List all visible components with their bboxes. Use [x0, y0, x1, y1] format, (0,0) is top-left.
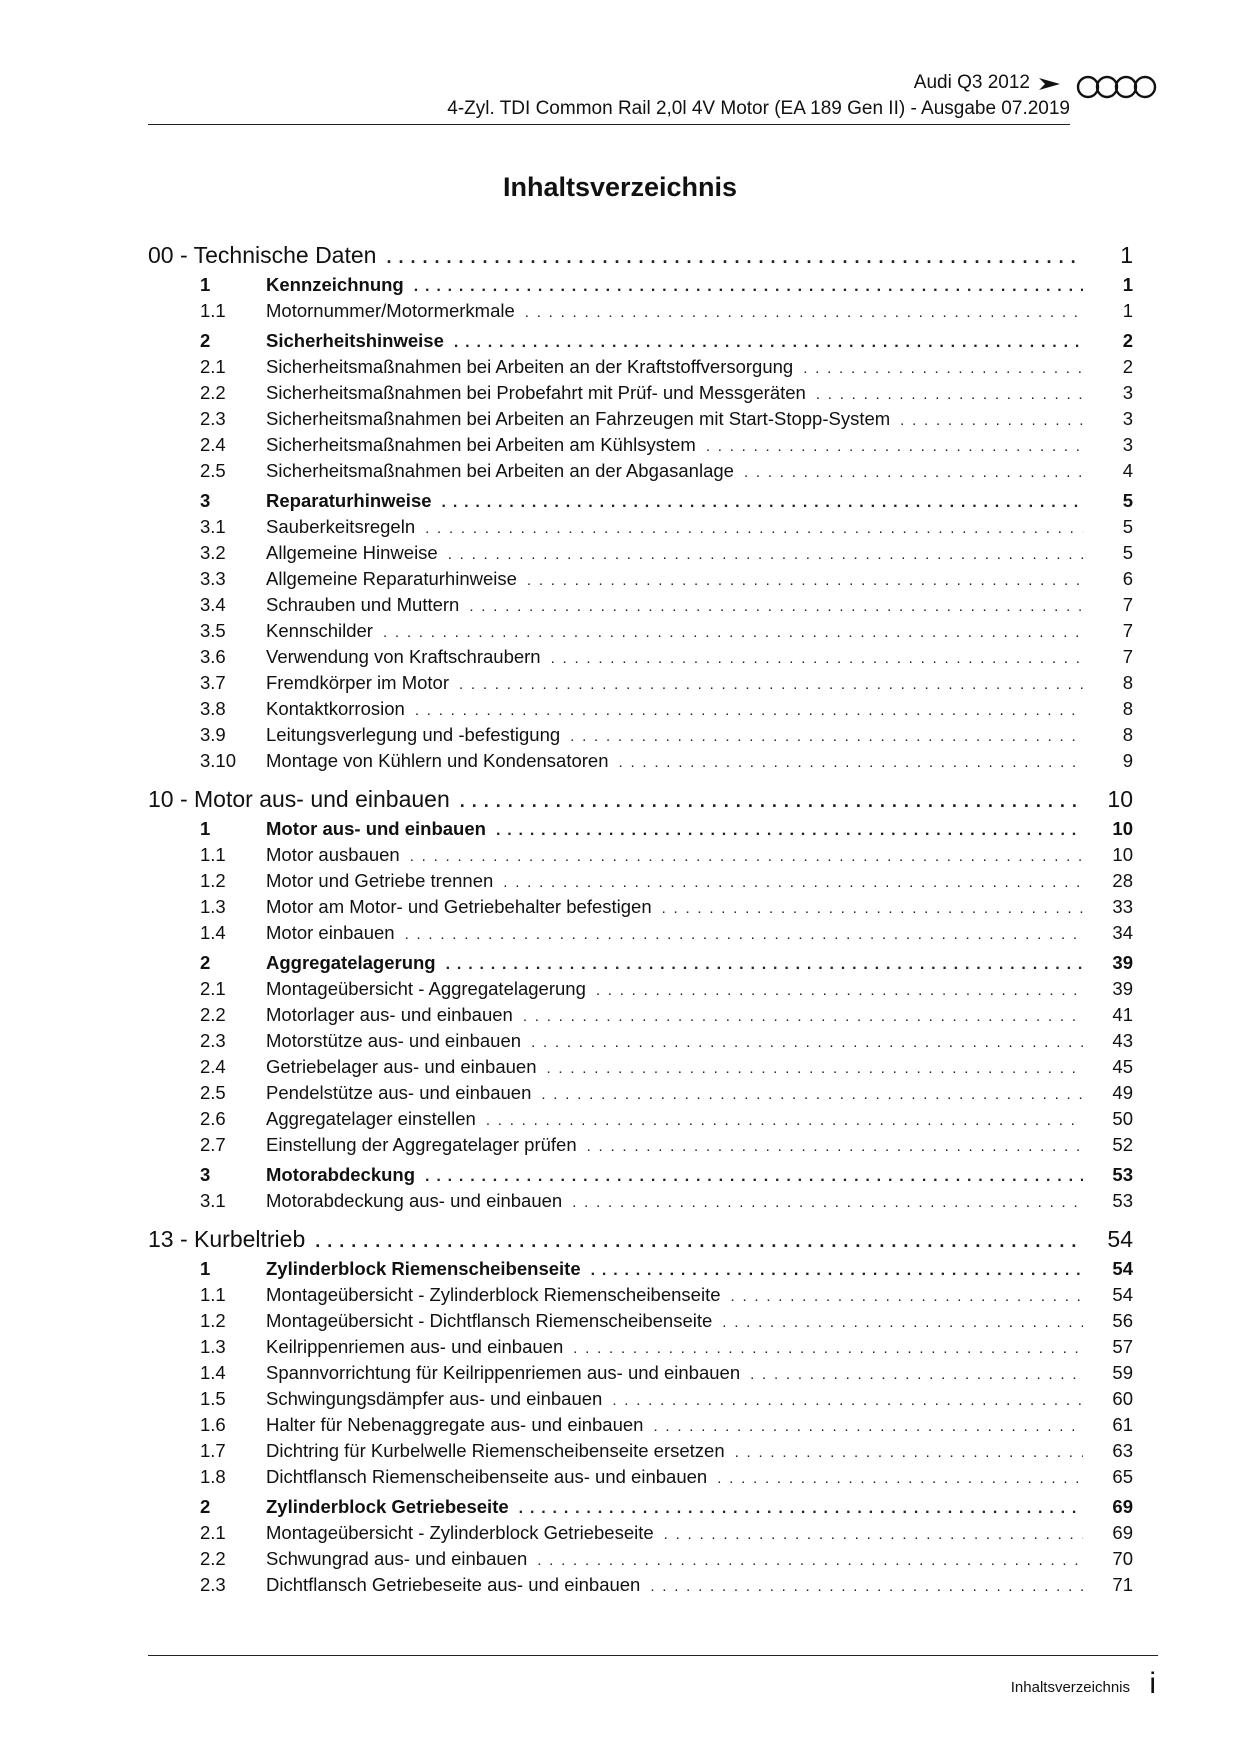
page-title: Inhaltsverzeichnis — [502, 172, 738, 202]
toc-page-number: 59 — [1112, 1362, 1133, 1383]
toc-entry-number: 1.8 — [200, 1466, 226, 1487]
toc-page-number: 28 — [1112, 870, 1133, 891]
toc-entry-title: Fremdkörper im Motor — [266, 672, 449, 693]
toc-entry-title: Sicherheitsmaßnahmen bei Probefahrt mit Prüf- und Messgeräten — [266, 382, 806, 403]
toc-page-number: 53 — [1112, 1190, 1133, 1211]
toc-subsection[interactable] — [148, 1284, 1133, 1310]
toc-entry-number: 1 — [200, 274, 211, 295]
toc-entry-title: Sicherheitsmaßnahmen bei Arbeiten an Fahrzeugen mit Start-Stopp-System — [266, 408, 891, 429]
toc-subsection[interactable] — [148, 844, 1133, 870]
toc-subsection[interactable] — [148, 1548, 1133, 1574]
toc-entry-number: 1.1 — [200, 844, 226, 865]
toc-subsection[interactable] — [148, 646, 1133, 672]
toc-subsection[interactable] — [148, 1336, 1133, 1362]
toc-entry-title: Dichtring für Kurbelwelle Riemenscheibenseite ersetzen — [266, 1440, 725, 1461]
toc-subsection[interactable] — [148, 1388, 1133, 1414]
toc-entry-number: 2.2 — [200, 1548, 226, 1569]
toc-dot-leader — [460, 791, 1083, 812]
toc-page-number: 54 — [1112, 1258, 1133, 1279]
toc-entry-number: 1.4 — [200, 1362, 226, 1383]
toc-entry-number: 1.7 — [200, 1440, 226, 1461]
toc-entry-title: Verwendung von Kraftschraubern — [266, 646, 541, 667]
toc-subsection[interactable] — [148, 1414, 1133, 1440]
toc-dot-leader — [816, 386, 1083, 403]
toc-entry-number: 2.2 — [200, 382, 226, 403]
toc-dot-leader — [415, 702, 1083, 719]
toc-page-number: 10 — [1107, 786, 1133, 812]
toc-subsection[interactable] — [148, 1522, 1133, 1548]
toc-page-number: 60 — [1112, 1388, 1133, 1409]
toc-entry-number: 2.3 — [200, 408, 226, 429]
toc-subsection[interactable] — [148, 356, 1133, 382]
toc-subsection[interactable] — [148, 542, 1133, 568]
toc-subsection[interactable] — [148, 1574, 1133, 1600]
toc-subsection[interactable] — [148, 382, 1133, 408]
toc-entry-title: Sicherheitsmaßnahmen bei Arbeiten an der Abgasanlage — [266, 460, 734, 481]
toc-entry-number: 1.2 — [200, 870, 226, 891]
toc-subsection[interactable] — [148, 672, 1133, 698]
toc-entry-number: 3.6 — [200, 646, 226, 667]
toc-entry-title: Schwungrad aus- und einbauen — [266, 1548, 528, 1569]
toc-entry-title: 10 - Motor aus- und einbauen — [148, 786, 450, 812]
toc-dot-leader — [573, 1340, 1083, 1357]
toc-page-number: 45 — [1112, 1056, 1133, 1077]
toc-dot-leader — [722, 1314, 1083, 1331]
toc-dot-leader — [735, 1444, 1083, 1461]
toc-page-number: 39 — [1112, 952, 1133, 973]
toc-entry-title: Kontaktkorrosion — [266, 698, 405, 719]
toc-entry-number: 3.7 — [200, 672, 226, 693]
toc-entry-number: 2.7 — [200, 1134, 226, 1155]
toc-subsection[interactable] — [148, 1362, 1133, 1388]
toc-page-number: 4 — [1122, 460, 1133, 481]
toc-entry-number: 1 — [200, 1258, 211, 1279]
toc-entry-title: Motorlager aus- und einbauen — [266, 1004, 513, 1025]
toc-entry-number: 3.5 — [200, 620, 226, 641]
toc-dot-leader — [519, 1500, 1083, 1518]
toc-entry-number: 2.4 — [200, 1056, 226, 1077]
toc-page-number: 1 — [1120, 242, 1133, 268]
toc-entry-title: Keilrippenriemen aus- und einbauen — [266, 1336, 564, 1357]
toc-entry-title: Montageübersicht - Aggregatelagerung — [266, 978, 586, 999]
toc-entry-title: Motorabdeckung aus- und einbauen — [266, 1190, 563, 1211]
toc-entry-title: Getriebelager aus- und einbauen — [266, 1056, 537, 1077]
toc-page-number: 54 — [1112, 1284, 1133, 1305]
toc-subsection[interactable] — [148, 896, 1133, 922]
toc-entry-title: Motornummer/Motormerkmale — [266, 300, 515, 321]
toc-entry-number: 2 — [200, 330, 211, 351]
toc-dot-leader — [383, 624, 1083, 641]
toc-subsection[interactable] — [148, 1134, 1133, 1160]
toc-page-number: 70 — [1112, 1548, 1133, 1569]
footer-page-number: i — [1149, 1667, 1156, 1700]
toc-dot-leader — [523, 1008, 1083, 1025]
toc-subsection[interactable] — [148, 620, 1133, 646]
toc-entry-title: Einstellung der Aggregatelager prüfen — [266, 1134, 577, 1155]
toc-subsection[interactable] — [148, 408, 1133, 434]
toc-entry-number: 1.5 — [200, 1388, 226, 1409]
toc-entry-title: Motor ausbauen — [266, 844, 400, 865]
toc-entry-title: Motor am Motor- und Getriebehalter befestigen — [266, 896, 652, 917]
toc-page-number: 69 — [1112, 1522, 1133, 1543]
toc-entry-title: Sicherheitshinweise — [266, 330, 444, 351]
toc-section[interactable] — [148, 1258, 1133, 1284]
toc-entry-number: 3 — [200, 490, 211, 511]
toc-page-number: 8 — [1122, 698, 1133, 719]
toc-page-number: 2 — [1122, 356, 1133, 377]
toc-section[interactable] — [148, 952, 1133, 978]
toc-entry-title: 00 - Technische Daten — [148, 242, 377, 268]
toc-entry-title: Schwingungsdämpfer aus- und einbauen — [266, 1388, 603, 1409]
toc-dot-leader — [750, 1366, 1083, 1383]
toc-entry-number: 2.1 — [200, 356, 226, 377]
toc-dot-leader — [653, 1418, 1083, 1435]
audi-rings-icon — [1076, 75, 1158, 99]
page-header — [0, 72, 1240, 132]
toc-dot-leader — [803, 360, 1083, 377]
toc-subsection[interactable] — [148, 516, 1133, 542]
toc-entry-title: Aggregatelagerung — [266, 952, 436, 973]
toc-dot-leader — [717, 1470, 1083, 1487]
toc-dot-leader — [744, 464, 1083, 481]
toc-dot-leader — [731, 1288, 1083, 1305]
toc-dot-leader — [619, 754, 1083, 771]
toc-entry-number: 3.3 — [200, 568, 226, 589]
toc-page-number: 2 — [1122, 330, 1133, 351]
toc-page-number: 43 — [1112, 1030, 1133, 1051]
toc-dot-leader — [386, 247, 1083, 268]
toc-entry-title: Sicherheitsmaßnahmen bei Arbeiten an der Kraftstoffversorgung — [266, 356, 794, 377]
toc-dot-leader — [591, 1262, 1083, 1280]
toc-dot-leader — [459, 676, 1083, 693]
toc-entry-number: 1.3 — [200, 1336, 226, 1357]
toc-dot-leader — [587, 1138, 1083, 1155]
toc-entry-title: Montage von Kühlern und Kondensatoren — [266, 750, 609, 771]
toc-section[interactable] — [148, 330, 1133, 356]
toc-page-number: 53 — [1112, 1164, 1133, 1185]
toc-entry-title: Kennschilder — [266, 620, 373, 641]
toc-dot-leader — [469, 598, 1083, 615]
toc-subsection[interactable] — [148, 1108, 1133, 1134]
toc-page-number: 56 — [1112, 1310, 1133, 1331]
toc-dot-leader — [706, 438, 1083, 455]
header-model: Audi Q3 2012 — [913, 72, 1030, 93]
toc-entry-number: 2.1 — [200, 1522, 226, 1543]
toc-page-number: 52 — [1112, 1134, 1133, 1155]
toc-page-number: 9 — [1122, 750, 1133, 771]
toc-dot-leader — [315, 1231, 1083, 1252]
toc-subsection[interactable] — [148, 1056, 1133, 1082]
toc-dot-leader — [405, 926, 1083, 943]
toc-page-number: 34 — [1112, 922, 1133, 943]
toc-entry-title: Zylinderblock Getriebeseite — [266, 1496, 509, 1517]
toc-page-number: 69 — [1112, 1496, 1133, 1517]
toc-page-number: 7 — [1122, 620, 1133, 641]
toc-entry-number: 3.1 — [200, 516, 226, 537]
toc-subsection[interactable] — [148, 1082, 1133, 1108]
toc-entry-number: 1.3 — [200, 896, 226, 917]
toc-dot-leader — [531, 1034, 1083, 1051]
toc-entry-title: Zylinderblock Riemenscheibenseite — [266, 1258, 581, 1279]
toc-dot-leader — [454, 334, 1083, 352]
toc-subsection[interactable] — [148, 594, 1133, 620]
toc-page-number: 10 — [1112, 844, 1133, 865]
toc-subsection[interactable] — [148, 1004, 1133, 1030]
toc-section[interactable] — [148, 1496, 1133, 1522]
toc-entry-title: Motorstütze aus- und einbauen — [266, 1030, 522, 1051]
header-engine-edition: 4-Zyl. TDI Common Rail 2,0l 4V Motor (EA 189 Gen II) - Ausgabe 07.2019 — [447, 98, 1070, 119]
toc-entry-number: 3 — [200, 1164, 211, 1185]
toc-dot-leader — [503, 874, 1083, 891]
toc-chapter[interactable] — [148, 242, 1133, 274]
toc-entry-title: Motorabdeckung — [266, 1164, 416, 1185]
toc-entry-title: Montageübersicht - Zylinderblock Riemenscheibenseite — [266, 1284, 721, 1305]
toc-subsection[interactable] — [148, 1466, 1133, 1492]
toc-section[interactable] — [148, 274, 1133, 300]
toc-page-number: 7 — [1122, 594, 1133, 615]
toc-dot-leader — [551, 650, 1083, 667]
toc-page-number: 39 — [1112, 978, 1133, 999]
toc-dot-leader — [570, 728, 1083, 745]
toc-dot-leader — [900, 412, 1083, 429]
toc-dot-leader — [425, 1168, 1083, 1186]
toc-dot-leader — [537, 1552, 1083, 1569]
toc-entry-number: 2.1 — [200, 978, 226, 999]
toc-page-number: 71 — [1112, 1574, 1133, 1595]
toc-page-number: 3 — [1122, 382, 1133, 403]
toc-entry-title: Pendelstütze aus- und einbauen — [266, 1082, 532, 1103]
toc-subsection[interactable] — [148, 1030, 1133, 1056]
toc-subsection[interactable] — [148, 434, 1133, 460]
toc-subsection[interactable] — [148, 1440, 1133, 1466]
toc-entry-title: Montageübersicht - Zylinderblock Getriebeseite — [266, 1522, 654, 1543]
toc-subsection[interactable] — [148, 1310, 1133, 1336]
toc-page-number: 1 — [1122, 274, 1133, 295]
toc-entry-title: Allgemeine Reparaturhinweise — [266, 568, 517, 589]
toc-page-number: 6 — [1122, 568, 1133, 589]
toc-section[interactable] — [148, 490, 1133, 516]
toc-entry-number: 1.6 — [200, 1414, 226, 1435]
toc-entry-number: 2.4 — [200, 434, 226, 455]
toc-dot-leader — [448, 546, 1083, 563]
toc-page-number: 5 — [1122, 516, 1133, 537]
toc-entry-number: 3.8 — [200, 698, 226, 719]
toc-page-number: 33 — [1112, 896, 1133, 917]
toc-entry-title: Dichtflansch Getriebeseite aus- und einbauen — [266, 1574, 641, 1595]
toc-page-number: 57 — [1112, 1336, 1133, 1357]
toc-dot-leader — [572, 1194, 1083, 1211]
toc-dot-leader — [496, 822, 1083, 840]
toc-dot-leader — [525, 304, 1083, 321]
toc-subsection[interactable] — [148, 698, 1133, 724]
toc-entry-number: 2.5 — [200, 1082, 226, 1103]
toc-page-number: 50 — [1112, 1108, 1133, 1129]
toc-entry-number: 3.9 — [200, 724, 226, 745]
toc-dot-leader — [664, 1526, 1083, 1543]
toc-page-number: 8 — [1122, 724, 1133, 745]
toc-entry-number: 3.10 — [200, 750, 237, 771]
toc-subsection[interactable] — [148, 1190, 1133, 1216]
header-divider — [148, 124, 1070, 125]
toc-entry-title: Dichtflansch Riemenscheibenseite aus- und einbauen — [266, 1466, 708, 1487]
toc-entry-number: 2.6 — [200, 1108, 226, 1129]
toc-entry-number: 2 — [200, 952, 211, 973]
toc-dot-leader — [442, 494, 1083, 512]
toc-entry-number: 1.1 — [200, 1284, 226, 1305]
toc-chapter[interactable] — [148, 786, 1133, 818]
toc-dot-leader — [612, 1392, 1083, 1409]
toc-page-number: 10 — [1112, 818, 1133, 839]
toc-entry-title: Montageübersicht - Dichtflansch Riemenscheibenseite — [266, 1310, 713, 1331]
toc-page-number: 5 — [1122, 490, 1133, 511]
toc-dot-leader — [425, 520, 1083, 537]
toc-entry-number: 2.3 — [200, 1574, 226, 1595]
toc-entry-title: Motor aus- und einbauen — [266, 818, 486, 839]
toc-entry-title: Reparaturhinweise — [266, 490, 432, 511]
toc-entry-title: Schrauben und Muttern — [266, 594, 460, 615]
toc-dot-leader — [547, 1060, 1084, 1077]
toc-page-number: 65 — [1112, 1466, 1133, 1487]
toc-subsection[interactable] — [148, 568, 1133, 594]
toc-entry-number: 2.3 — [200, 1030, 226, 1051]
toc-entry-title: Spannvorrichtung für Keilrippenriemen aus- und einbauen — [266, 1362, 741, 1383]
toc-dot-leader — [446, 956, 1083, 974]
table-of-contents — [148, 242, 1133, 1600]
toc-entry-number: 1.2 — [200, 1310, 226, 1331]
toc-entry-title: Sicherheitsmaßnahmen bei Arbeiten am Kühlsystem — [266, 434, 696, 455]
toc-page-number: 1 — [1122, 300, 1133, 321]
toc-subsection[interactable] — [148, 870, 1133, 896]
toc-page-number: 5 — [1122, 542, 1133, 563]
footer-label: Inhaltsverzeichnis — [1010, 1679, 1130, 1696]
toc-dot-leader — [527, 572, 1083, 589]
toc-page-number: 7 — [1122, 646, 1133, 667]
toc-dot-leader — [486, 1112, 1083, 1129]
toc-entry-number: 1 — [200, 818, 211, 839]
toc-page-number: 3 — [1122, 408, 1133, 429]
toc-entry-title: 13 - Kurbeltrieb — [148, 1226, 306, 1252]
toc-entry-number: 1.4 — [200, 922, 226, 943]
toc-section[interactable] — [148, 1164, 1133, 1190]
toc-entry-title: Halter für Nebenaggregate aus- und einbauen — [266, 1414, 644, 1435]
toc-entry-title: Motor und Getriebe trennen — [266, 870, 494, 891]
toc-entry-number: 3.1 — [200, 1190, 226, 1211]
toc-dot-leader — [414, 278, 1083, 296]
toc-entry-number: 1.1 — [200, 300, 226, 321]
toc-subsection[interactable] — [148, 922, 1133, 948]
toc-entry-number: 3.4 — [200, 594, 226, 615]
toc-dot-leader — [650, 1578, 1083, 1595]
toc-subsection[interactable] — [148, 724, 1133, 750]
toc-dot-leader — [410, 848, 1083, 865]
toc-subsection[interactable] — [148, 460, 1133, 486]
toc-entry-title: Kennzeichnung — [266, 274, 404, 295]
toc-dot-leader — [596, 982, 1083, 999]
toc-subsection[interactable] — [148, 750, 1133, 776]
toc-entry-number: 2.2 — [200, 1004, 226, 1025]
toc-entry-number: 3.2 — [200, 542, 226, 563]
toc-entry-title: Motor einbauen — [266, 922, 395, 943]
toc-page-number: 54 — [1107, 1226, 1133, 1252]
toc-entry-number: 2.5 — [200, 460, 226, 481]
toc-page-number: 61 — [1112, 1414, 1133, 1435]
toc-page-number: 3 — [1122, 434, 1133, 455]
toc-page-number: 41 — [1112, 1004, 1133, 1025]
toc-dot-leader — [541, 1086, 1083, 1103]
toc-chapter[interactable] — [148, 1226, 1133, 1258]
toc-entry-title: Sauberkeitsregeln — [266, 516, 416, 537]
toc-page-number: 8 — [1122, 672, 1133, 693]
toc-section[interactable] — [148, 818, 1133, 844]
toc-page-number: 63 — [1112, 1440, 1133, 1461]
toc-subsection[interactable] — [148, 300, 1133, 326]
footer-divider — [148, 1655, 1158, 1656]
toc-page-number: 49 — [1112, 1082, 1133, 1103]
toc-entry-title: Allgemeine Hinweise — [266, 542, 438, 563]
toc-dot-leader — [662, 900, 1083, 917]
arrow-right-icon — [1038, 76, 1062, 92]
toc-entry-title: Aggregatelager einstellen — [266, 1108, 476, 1129]
toc-entry-number: 2 — [200, 1496, 211, 1517]
toc-subsection[interactable] — [148, 978, 1133, 1004]
toc-entry-title: Leitungsverlegung und -befestigung — [266, 724, 561, 745]
